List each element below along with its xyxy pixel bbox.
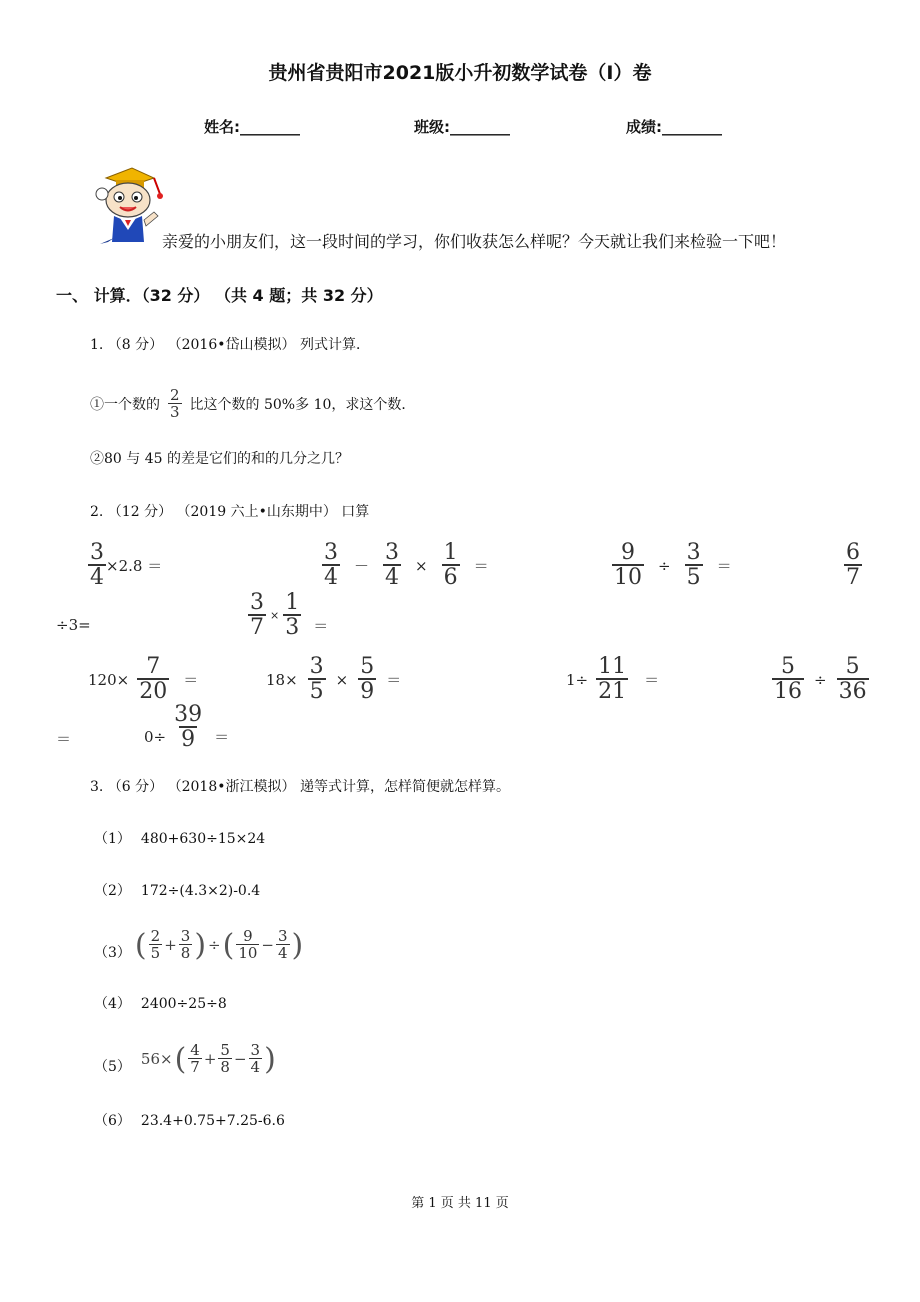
q2-e7-equals: ＝ (386, 671, 402, 689)
q2-expr-9-equals: ＝ (56, 730, 72, 748)
q2-expr-9 (772, 656, 869, 703)
q2-e10-denominator: 9 (181, 727, 196, 752)
q2-e3-divide: ÷ (658, 556, 671, 575)
q3-i3-fraction-d (276, 929, 290, 961)
q3-i5b-denominator: 8 (220, 1058, 230, 1076)
q3-i3d-denominator: 4 (278, 944, 288, 962)
q2-e7a-numerator: 3 (309, 654, 324, 679)
q3-i5-paren-open: ( (174, 1041, 187, 1077)
q2-e5a-numerator: 3 (250, 590, 264, 615)
q2-e5-fraction-a (248, 592, 266, 639)
q2-e2-times: × (415, 556, 428, 575)
q2-e3a-numerator: 9 (621, 540, 635, 565)
q2-e1-denominator: 4 (90, 565, 104, 590)
q2-e9-fraction-a (772, 656, 804, 703)
q3-i5c-numerator: 3 (250, 1041, 261, 1059)
q3-i5-fraction-a (188, 1043, 202, 1075)
mascot-icon (88, 164, 168, 246)
q3-i3a-numerator: 2 (150, 927, 161, 945)
q2-expr-4-tail: ÷3= (56, 616, 91, 634)
q3-i5-fraction-c (249, 1043, 263, 1075)
q2-e6-equals: ＝ (183, 671, 199, 689)
q2-e2-fraction-c (442, 542, 460, 589)
q2-e7-fraction-b (358, 656, 376, 703)
q2-e5a-denominator: 7 (250, 615, 264, 640)
q3-i5b-numerator: 5 (220, 1041, 230, 1059)
q2-e6-prefix: 120× (88, 670, 130, 689)
q2-e4-fraction (844, 542, 862, 589)
q2-e5b-numerator: 1 (285, 590, 300, 615)
page-title: 贵州省贵阳市2021版小升初数学试卷（I）卷 (268, 62, 652, 84)
q1a-fraction-denominator: 3 (170, 403, 180, 421)
q2-e2-minus: － (354, 557, 370, 575)
q3-item-5 (94, 1034, 276, 1084)
q3-i3c-denominator: 10 (238, 944, 258, 962)
q3-i5-minus: − (233, 1050, 247, 1068)
q3-item-4 (94, 993, 227, 1013)
q2-e9b-numerator: 5 (845, 654, 860, 679)
q2-e2c-numerator: 1 (443, 540, 458, 565)
q2-e8-numerator: 11 (598, 654, 627, 679)
q2-e9a-numerator: 5 (781, 654, 795, 679)
q2-e9a-denominator: 16 (774, 679, 802, 704)
q2-e2-equals: ＝ (473, 557, 489, 575)
q3-item-6-expr: 23.4+0.75+7.25-6.6 (140, 1113, 285, 1129)
name-field: 姓名:________ (204, 118, 300, 136)
q2-e7-fraction-a (308, 656, 326, 703)
q2-e2a-denominator: 4 (324, 565, 338, 590)
q2-e5-times: × (270, 609, 280, 622)
q2-e5b-denominator: 3 (285, 615, 300, 640)
greeting-text: 亲爱的小朋友们，这一段时间的学习，你们收获怎么样呢？今天就让我们来检验一下吧！ (162, 232, 787, 251)
q2-e2-fraction-b (383, 542, 401, 589)
q3-i5a-denominator: 7 (190, 1058, 200, 1076)
question-3-stem: 3. （6 分） （2018•浙江模拟） 递等式计算，怎样简便就怎样算。 (90, 779, 510, 795)
q2-e6-numerator: 7 (146, 654, 161, 679)
q2-e10-equals: ＝ (214, 728, 230, 746)
q2-expr-5 (248, 592, 328, 639)
q3-item-4-label: （4） (94, 996, 131, 1012)
q2-e4-denominator: 7 (846, 565, 860, 590)
q3-item-5-expr (141, 1042, 276, 1077)
q3-i3d-numerator: 3 (278, 927, 288, 945)
q2-e8-denominator: 21 (598, 679, 627, 704)
q3-i5-plus: + (203, 1050, 217, 1068)
q2-e8-fraction (596, 656, 628, 703)
q2-e7b-denominator: 9 (360, 679, 375, 704)
q3-item-2 (94, 880, 260, 900)
q2-e1-fraction (88, 542, 106, 589)
q3-i3-paren-close-1: ) (194, 927, 207, 963)
q2-e5-equals: ＝ (313, 617, 329, 635)
q2-e10-numerator: 39 (174, 702, 203, 727)
q2-e3-equals: ＝ (716, 557, 732, 575)
q3-i3b-numerator: 3 (180, 927, 191, 945)
q3-i3-paren-open-1: ( (134, 927, 147, 963)
q3-item-1-expr: 480+630÷15×24 (140, 831, 266, 847)
q1a-fraction-numerator: 2 (170, 386, 180, 404)
class-field: 班级:________ (414, 118, 510, 136)
q3-i5-fraction-b (218, 1043, 232, 1075)
q2-expr-8 (566, 656, 659, 703)
q2-e7-prefix: 18× (266, 670, 298, 689)
q2-e7b-numerator: 5 (360, 654, 375, 679)
q3-i5-prefix: 56× (140, 1050, 173, 1068)
q2-e9-fraction-b (837, 656, 869, 703)
q2-e1-tail: ×2.8 ＝ (106, 557, 163, 575)
q1a-suffix: 比这个数的 50%多 10，求这个数． (189, 397, 416, 413)
q3-i3b-denominator: 8 (180, 944, 191, 962)
q3-i5a-numerator: 4 (190, 1041, 200, 1059)
q2-e4-numerator: 6 (846, 540, 860, 565)
q2-e10-prefix: 0÷ (144, 727, 167, 746)
q3-i3a-denominator: 5 (150, 944, 161, 962)
q2-e7-times: × (335, 670, 349, 689)
q3-item-3-label: （3） (94, 945, 131, 961)
question-2-stem: 2. （12 分） （2019 六上•山东期中） 口算 (90, 504, 370, 520)
q2-e1-numerator: 3 (90, 540, 104, 565)
q2-e8-equals: ＝ (644, 671, 660, 689)
q3-i3-fraction-a (149, 929, 163, 961)
section-1-heading: 一、 计算．（32 分） （共 4 题；共 32 分） (56, 286, 383, 305)
q2-e3-fraction-b (685, 542, 703, 589)
q2-expr-10 (144, 704, 229, 751)
q1a-prefix: ①一个数的 (90, 397, 160, 413)
q2-e5-fraction-b (283, 592, 301, 639)
q2-e3b-denominator: 5 (686, 565, 701, 590)
q3-item-4-expr: 2400÷25÷8 (140, 996, 227, 1012)
q3-item-2-expr: 172÷(4.3×2)-0.4 (140, 883, 261, 899)
q3-item-3 (94, 920, 303, 970)
q3-i3-fraction-c (236, 929, 259, 961)
q2-expr-6 (88, 656, 198, 703)
q2-e10-fraction (172, 704, 204, 751)
q2-e2c-denominator: 6 (443, 565, 458, 590)
q3-i3-paren-close-2: ) (291, 927, 304, 963)
q3-item-1-label: （1） (94, 831, 131, 847)
q3-i3-paren-open-2: ( (222, 927, 235, 963)
question-1-stem: 1. （8 分） （2016•岱山模拟） 列式计算． (90, 337, 370, 353)
q2-e3b-numerator: 3 (686, 540, 701, 565)
q3-i3-fraction-b (179, 929, 193, 961)
q3-i3-minus: − (261, 936, 274, 954)
q2-expr-3 (612, 542, 732, 589)
q1a-fraction (168, 388, 182, 420)
q2-e2b-numerator: 3 (385, 540, 400, 565)
q2-e9-divide: ÷ (814, 670, 827, 689)
q3-item-6 (94, 1110, 285, 1130)
q2-e6-denominator: 20 (139, 679, 168, 704)
q3-item-6-label: （6） (94, 1113, 131, 1129)
q2-expr-1 (88, 542, 162, 589)
q3-item-2-label: （2） (94, 883, 131, 899)
q2-e2a-numerator: 3 (324, 540, 338, 565)
q3-i3-plus: + (164, 936, 177, 954)
q2-e6-fraction (137, 656, 169, 703)
q3-i5-paren-close: ) (264, 1041, 276, 1077)
score-field: 成绩:________ (626, 118, 722, 136)
q3-item-3-expr (135, 928, 303, 963)
q3-i5c-denominator: 4 (250, 1058, 261, 1076)
q3-item-1 (94, 828, 265, 848)
q2-expr-4-fraction (844, 542, 862, 589)
q2-e8-prefix: 1÷ (566, 670, 589, 689)
q2-expr-2 (322, 542, 489, 589)
question-1-part-a (90, 382, 415, 426)
question-1-part-b: ②80 与 45 的差是它们的和的几分之几？ (90, 451, 349, 467)
q3-i3-divide: ÷ (208, 936, 221, 954)
q2-e9b-denominator: 36 (838, 679, 867, 704)
q2-e3a-denominator: 10 (614, 565, 642, 590)
q2-e2b-denominator: 4 (385, 565, 400, 590)
q2-e7a-denominator: 5 (309, 679, 324, 704)
q2-e3-fraction-a (612, 542, 644, 589)
q3-i3c-numerator: 9 (243, 927, 253, 945)
q2-expr-7 (266, 656, 401, 703)
page-footer: 第 1 页 共 11 页 (411, 1196, 509, 1211)
q2-e2-fraction-a (322, 542, 340, 589)
q3-item-5-label: （5） (94, 1059, 131, 1075)
